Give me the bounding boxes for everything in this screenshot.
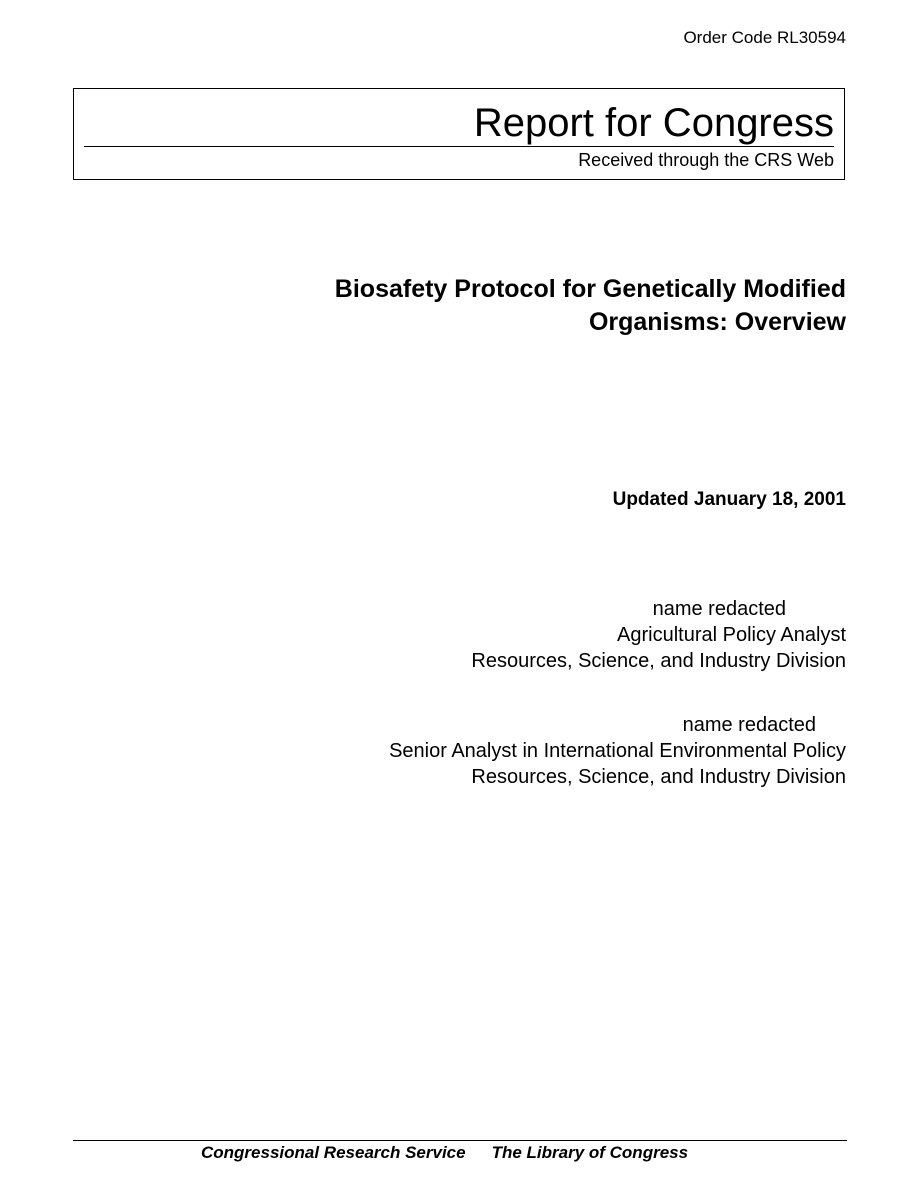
document-title-line-1: Biosafety Protocol for Genetically Modified: [334, 275, 846, 303]
updated-date: Updated January 18, 2001: [612, 489, 846, 510]
author-title: Agricultural Policy Analyst: [617, 624, 846, 646]
footer-divider: [73, 1140, 847, 1141]
author-name: name redacted: [652, 598, 786, 620]
order-code: Order Code RL30594: [683, 28, 846, 47]
author-name: name redacted: [682, 714, 816, 736]
author-block-1: [246, 596, 846, 674]
report-title: Report for Congress: [473, 101, 834, 145]
document-title-line-2: Organisms: Overview: [588, 308, 846, 336]
author-title: Senior Analyst in International Environmental Policy: [389, 740, 846, 762]
author-block-2: [246, 712, 846, 790]
footer-crs: Congressional Research Service: [201, 1143, 466, 1162]
header-divider: [84, 146, 834, 147]
document-title: [206, 273, 846, 339]
footer: [201, 1143, 688, 1163]
author-division: Resources, Science, and Industry Division: [471, 766, 846, 788]
author-division: Resources, Science, and Industry Division: [471, 650, 846, 672]
report-header-box: [73, 88, 845, 180]
report-subtitle: Received through the CRS Web: [578, 150, 834, 170]
footer-library: The Library of Congress: [491, 1143, 689, 1162]
